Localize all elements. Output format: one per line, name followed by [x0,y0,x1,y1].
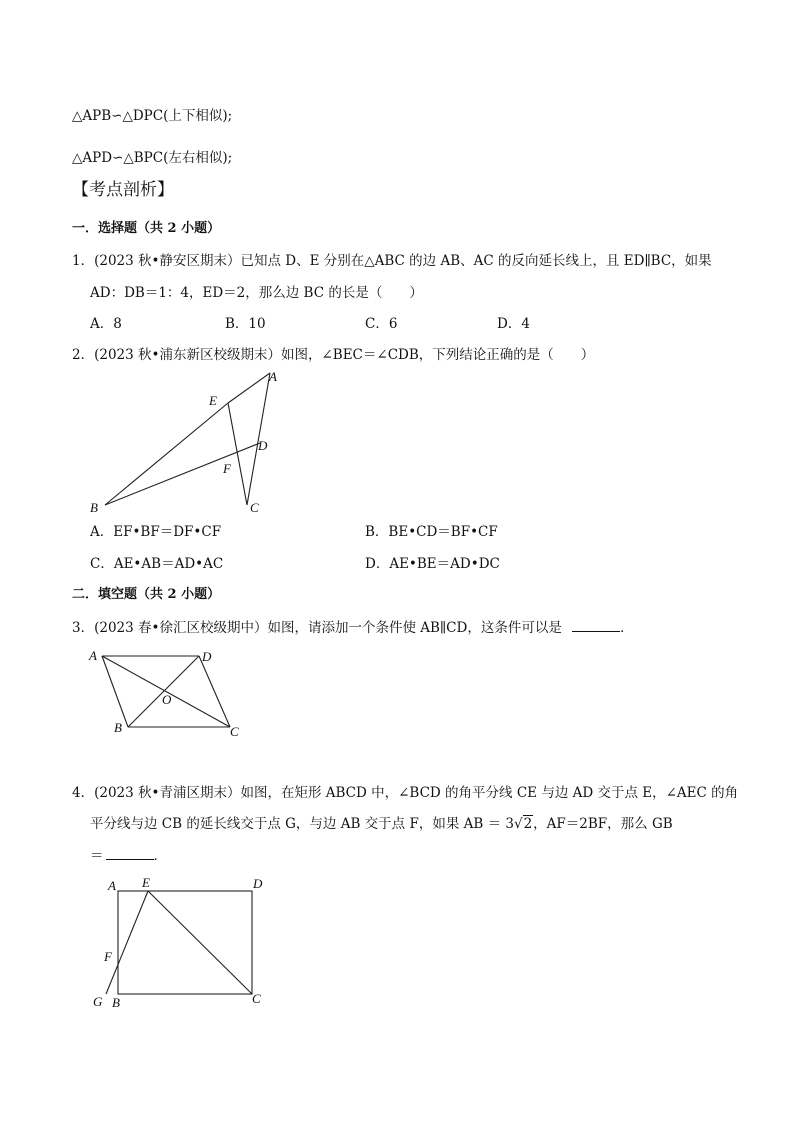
q4-line2-end: ，AF＝2BF，那么 GB [533,816,673,832]
q1-option-d: D．4 [497,316,530,332]
q3-label-o: O [162,692,172,707]
q2-label-b: B [90,500,98,515]
q2-segment-ec [228,403,247,505]
q2-option-b: B．BE•CD＝BF•CF [365,524,498,540]
q4-line2 [90,816,673,832]
q3-figure [84,644,254,744]
q3-label-a: A [89,648,97,663]
q3-label-b: B [114,720,122,735]
q1-line2: AD：DB＝1：4，ED＝2，那么边 BC 的长是（ ） [90,285,423,301]
sqrt-argument: 2 [523,816,533,832]
q2-label-d: D [258,438,268,453]
q3-segment-dc [199,656,230,727]
q2-option-c: C．AE•AB＝AD•AC [90,556,224,572]
q2-option-d: D．AE•BE＝AD•DC [365,556,500,572]
sqrt-symbol: √ [513,816,523,832]
q4-label-g: G [93,994,103,1009]
q1-option-c: C．6 [365,316,398,332]
q1-line1: 1．(2023 秋•静安区期末）已知点 D、E 分别在△ABC 的边 AB、AC 的反向延长线上，且 ED∥BC，如果 [72,253,712,269]
q4-answer-blank[interactable] [106,847,154,860]
q2-label-e: E [209,393,217,408]
q2-figure [80,365,300,525]
q2-label-f: F [223,461,231,476]
similarity-line-2: △APD∽△BPC(左右相似); [72,150,233,166]
q4-equals: ＝ [90,848,104,864]
q3-label-d: D [202,649,212,664]
q4-label-a: A [108,878,116,893]
similarity-line-1: △APB∽△DPC(上下相似); [72,108,233,124]
q2-segment-be [105,403,228,505]
q4-line3 [90,847,167,864]
q4-segment-eg [106,891,148,994]
q4-label-f: F [104,949,112,964]
q2-line1: 2．(2023 秋•浦东新区校级期末）如图，∠BEC＝∠CDB，下列结论正确的是（ ） [72,347,595,363]
q2-option-a: A．EF•BF＝DF•CF [90,524,222,540]
q4-line1: 4．(2023 秋•青浦区期末）如图，在矩形 ABCD 中，∠BCD 的角平分线 CE 与边 AD 交于点 E，∠AEC 的角 [72,785,739,801]
q3-segment-ba [102,656,128,727]
q4-figure [86,872,276,1012]
q4-label-b: B [112,995,120,1010]
q4-line2-start: 平分线与边 CB 的延长线交于点 G，与边 AB 交于点 F，如果 AB ＝ 3 [90,816,514,832]
q4-label-d: D [253,876,263,891]
q4-label-e: E [142,875,150,890]
part1-title: 一．选择题（共 2 小题） [72,221,221,236]
q2-segment-ba [228,373,270,403]
section-title: 【考点剖析】 [72,180,174,200]
q4-segment-ec [148,891,252,994]
q3-text: 3．(2023 春•徐汇区校级期中）如图，请添加一个条件使 AB∥CD，这条件可以是 [72,620,562,636]
q3-end: ． [620,620,634,636]
q4-rectangle-abcd [118,891,252,994]
q1-option-a: A．8 [90,316,122,332]
q1-option-b: B．10 [225,316,266,332]
q3-label-c: C [230,724,239,739]
q2-label-c: C [250,500,259,515]
q3-line [72,619,634,636]
q2-label-a: A [269,369,277,384]
q3-answer-blank[interactable] [572,619,620,632]
part2-title: 二．填空题（共 2 小题） [72,587,221,602]
q4-label-c: C [252,991,261,1006]
q4-end: ． [153,848,167,864]
